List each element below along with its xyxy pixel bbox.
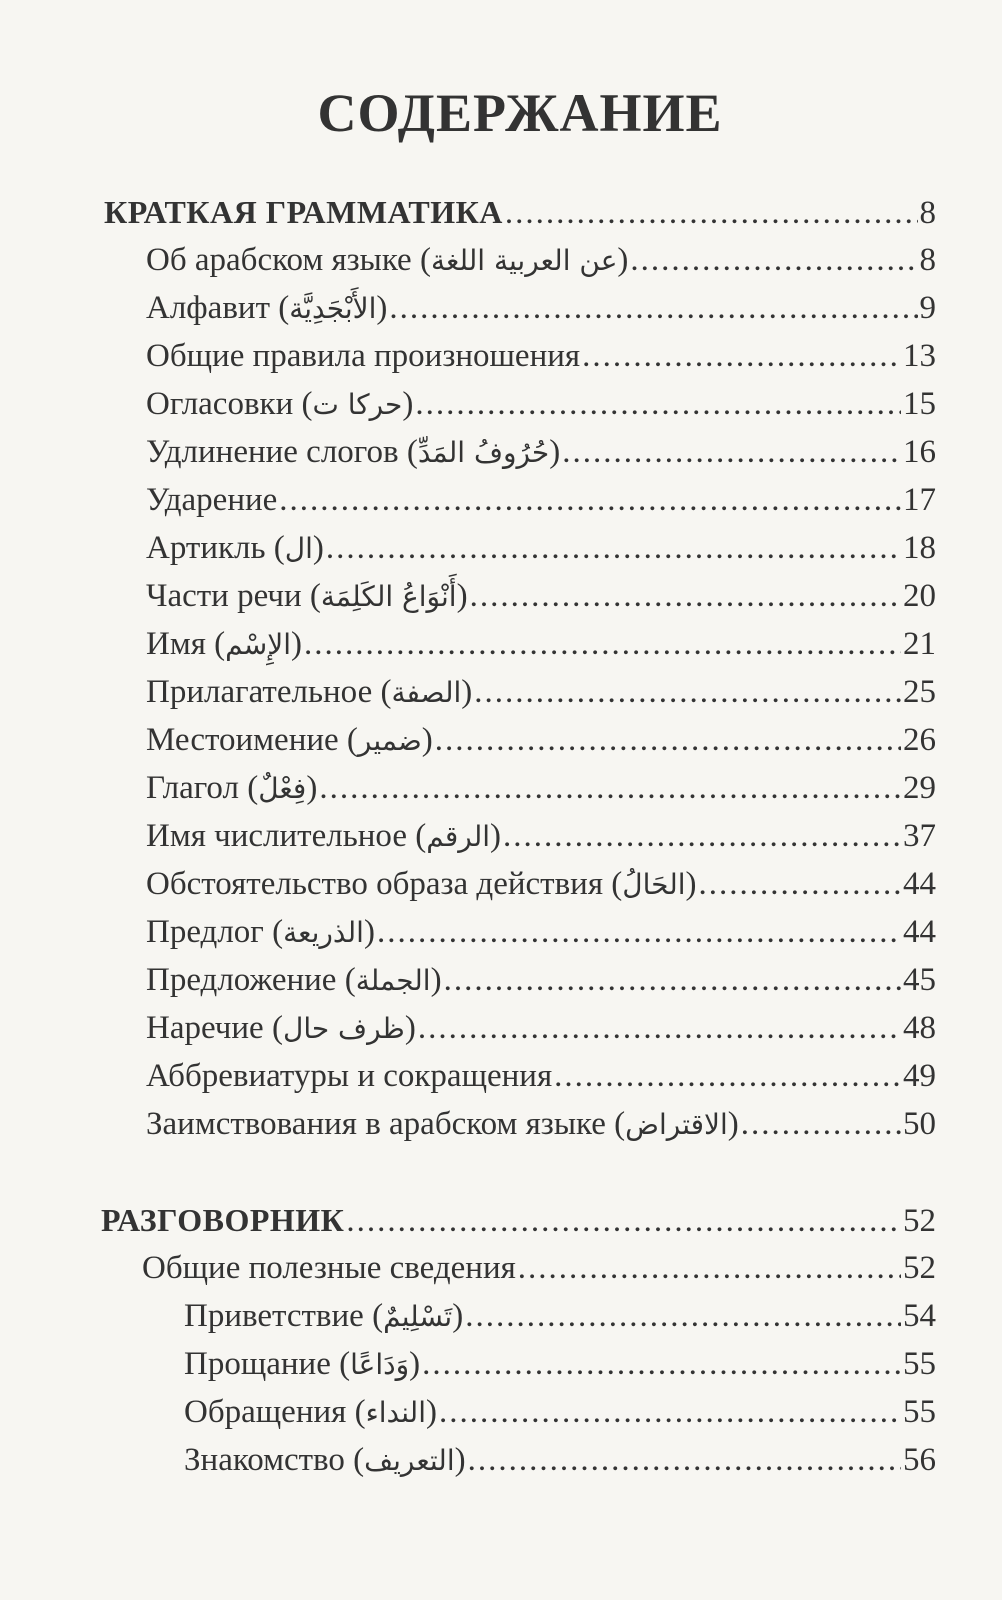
toc-page-number: 8 <box>919 242 936 278</box>
toc-leader-dots <box>741 1106 901 1143</box>
toc-leader-dots <box>377 914 901 951</box>
page-title: СОДЕРЖАНИЕ <box>317 83 723 143</box>
toc-item <box>146 290 936 334</box>
toc-item <box>146 578 936 622</box>
toc-item <box>146 242 936 286</box>
toc-subitem <box>184 1298 936 1342</box>
toc-leader-dots <box>582 338 901 375</box>
toc-item <box>142 1250 936 1294</box>
toc-item-arabic: وَدَاعًا <box>350 1348 410 1381</box>
toc-item-label: Приветствие (تَسْلِيمٌ) <box>184 1298 464 1334</box>
toc-item-arabic: الرقم <box>426 820 491 853</box>
toc-item-label: Знакомство (التعريف) <box>184 1442 466 1478</box>
toc-leader-dots <box>435 722 901 759</box>
toc-item-arabic: الإِسْم <box>225 628 291 661</box>
toc-page-number: 18 <box>903 530 936 566</box>
toc-section-title: РАЗГОВОРНИК <box>101 1202 345 1238</box>
toc-item-arabic: تَسْلِيمٌ <box>383 1300 453 1333</box>
toc-item-label: Глагол (فِعْلٌ) <box>146 770 318 806</box>
toc-leader-dots <box>554 1058 901 1095</box>
toc-page-number: 54 <box>903 1298 936 1334</box>
toc-section-title: КРАТКАЯ ГРАММАТИКА <box>104 194 503 230</box>
toc-item-arabic: النداء <box>365 1396 426 1429</box>
toc-item <box>146 818 936 862</box>
toc-page-number: 48 <box>903 1010 936 1046</box>
toc-page-number: 17 <box>903 482 936 518</box>
toc-item-label: Обращения (النداء) <box>184 1394 437 1430</box>
toc-item-label: Общие правила произношения <box>146 338 581 374</box>
toc-page-number: 44 <box>903 914 936 950</box>
toc-item <box>146 386 936 430</box>
toc-item-label: Части речи (أَنْوَاعُ الكَلِمَة) <box>146 578 468 614</box>
toc-item-arabic: الذريعة <box>283 916 364 949</box>
toc-page-number: 56 <box>903 1442 936 1478</box>
toc-leader-dots <box>699 866 901 903</box>
toc-item-label: Артикль (ال) <box>146 530 324 566</box>
toc-page-number: 15 <box>903 386 936 422</box>
toc-item-label: Прилагательное (الصفة) <box>146 674 473 710</box>
toc-item-label: Предлог (الذريعة) <box>146 914 375 950</box>
toc-leader-dots <box>470 578 901 615</box>
toc-item-label: Заимствования в арабском языке (الاقتراض) <box>146 1106 739 1142</box>
toc-item-label: Наречие (ظرف حال) <box>146 1010 416 1046</box>
toc-item-label: Обстоятельство образа действия (الحَالُ) <box>146 866 697 902</box>
toc-leader-dots <box>279 482 901 519</box>
toc-item <box>146 1010 936 1054</box>
toc-item <box>146 626 936 670</box>
toc-leader-dots <box>444 962 901 999</box>
toc-leader-dots <box>304 626 901 663</box>
toc-page-number: 25 <box>903 674 936 710</box>
toc-item <box>146 962 936 1006</box>
toc-page-number: 45 <box>903 962 936 998</box>
toc-page-number: 55 <box>903 1394 936 1430</box>
toc-item-arabic: ال <box>284 532 313 565</box>
toc-page-number: 44 <box>903 866 936 902</box>
toc-leader-dots <box>465 1298 901 1335</box>
toc-item-label: Ударение <box>146 482 278 518</box>
toc-leader-dots <box>439 1394 901 1431</box>
toc-subitem <box>184 1346 936 1390</box>
toc-item-label: Имя (الإِسْم) <box>146 626 302 662</box>
toc-item-arabic: الجملة <box>355 964 431 997</box>
toc-item-arabic: حُرُوفُ المَدِّ <box>417 436 550 469</box>
toc-item-label: Местоимение (ضمير) <box>146 722 433 758</box>
toc-subitem <box>184 1394 936 1438</box>
toc-page-number: 9 <box>919 290 936 326</box>
toc-leader-dots <box>415 386 901 423</box>
toc-item-label: Аббревиатуры и сокращения <box>146 1058 553 1094</box>
toc-page-number: 26 <box>903 722 936 758</box>
toc-item-label: Прощание (وَدَاعًا) <box>184 1346 421 1382</box>
toc-item-label: Огласовки (حركا ت) <box>146 386 414 422</box>
toc-leader-dots <box>562 434 901 471</box>
toc-page-number: 37 <box>903 818 936 854</box>
toc-leader-dots <box>503 818 901 855</box>
toc-leader-dots <box>319 770 901 807</box>
toc-subitem <box>184 1442 936 1486</box>
toc-item-arabic: عن العربية اللغة <box>430 244 618 277</box>
toc-page-number: 29 <box>903 770 936 806</box>
toc-item-arabic: الصفة <box>391 676 462 709</box>
toc-leader-dots <box>346 1203 901 1240</box>
toc-page-number: 21 <box>903 626 936 662</box>
toc-item-arabic: التعريف <box>364 1444 455 1477</box>
toc-leader-dots <box>422 1346 901 1383</box>
toc-item-arabic: أَنْوَاعُ الكَلِمَة <box>320 580 457 613</box>
toc-item <box>146 338 936 382</box>
toc-item <box>146 1058 936 1102</box>
toc-page-number: 16 <box>903 434 936 470</box>
toc-page-number: 52 <box>903 1250 936 1286</box>
toc-item-arabic: ظرف حال <box>282 1012 405 1045</box>
toc-leader-dots <box>505 195 918 232</box>
toc-item <box>146 434 936 478</box>
toc-item <box>146 914 936 958</box>
toc-item-label: Общие полезные сведения <box>142 1250 516 1286</box>
toc-page-number: 55 <box>903 1346 936 1382</box>
toc-item <box>146 530 936 574</box>
toc-item-label: Имя числительное (الرقم) <box>146 818 502 854</box>
toc-item <box>146 866 936 910</box>
toc-page-number: 52 <box>903 1203 936 1239</box>
toc-leader-dots <box>474 674 901 711</box>
toc-item-arabic: حركا ت <box>312 388 403 421</box>
toc-leader-dots <box>389 290 917 327</box>
toc-page-number: 20 <box>903 578 936 614</box>
toc-leader-dots <box>518 1250 901 1287</box>
toc-item <box>146 722 936 766</box>
toc-item-label: Алфавит (الأَبْجَدِيَّة) <box>146 290 388 326</box>
toc-item-arabic: فِعْلٌ <box>258 772 307 805</box>
toc-item-label: Предложение (الجملة) <box>146 962 442 998</box>
toc-page-number: 8 <box>919 195 936 231</box>
toc-leader-dots <box>630 242 917 279</box>
toc-leader-dots <box>468 1442 901 1479</box>
toc-item-label: Об арабском языке (عن العربية اللغة) <box>146 242 629 278</box>
toc-page-number: 13 <box>903 338 936 374</box>
toc-page-number: 50 <box>903 1106 936 1142</box>
toc-item-arabic: ضمير <box>357 724 422 757</box>
toc-leader-dots <box>418 1010 901 1047</box>
toc-section-phrasebook <box>101 1202 936 1246</box>
toc-page-number: 49 <box>903 1058 936 1094</box>
toc-item-label: Удлинение слогов (حُرُوفُ المَدِّ) <box>146 434 561 470</box>
toc-item-arabic: الأَبْجَدِيَّة <box>289 292 377 325</box>
toc-item <box>146 770 936 814</box>
toc-item <box>146 674 936 718</box>
toc-item-arabic: الاقتراض <box>625 1108 728 1141</box>
toc-item <box>146 482 936 526</box>
toc-item <box>146 1106 936 1150</box>
toc-item-arabic: الحَالُ <box>622 868 686 901</box>
toc-leader-dots <box>326 530 901 567</box>
toc-section-grammar <box>104 194 936 238</box>
